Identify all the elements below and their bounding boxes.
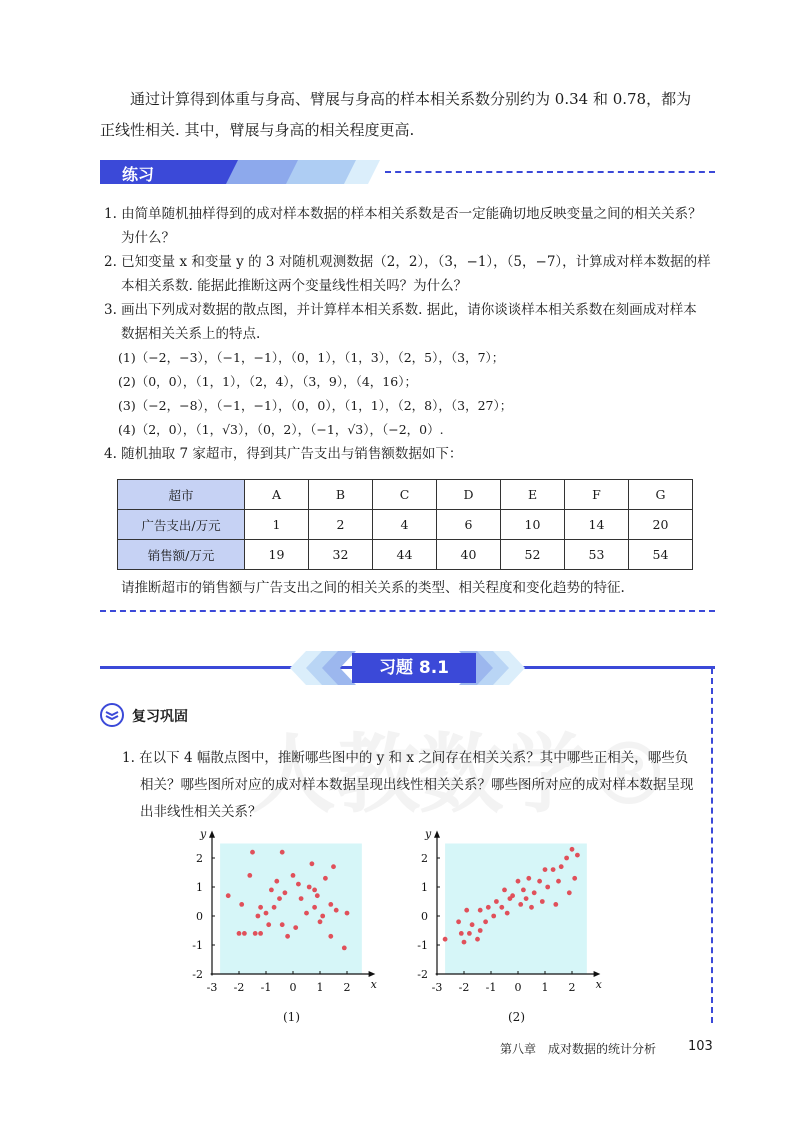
table-cell: 20 xyxy=(629,510,693,540)
data-point xyxy=(483,919,488,924)
data-point xyxy=(304,911,309,916)
data-point xyxy=(464,908,469,913)
review-title: 复习巩固 xyxy=(132,709,188,725)
data-point xyxy=(283,890,288,895)
y-tick-label: -1 xyxy=(192,939,203,952)
data-point xyxy=(478,928,483,933)
table-cell: 2 xyxy=(309,510,373,540)
ad-sales-table xyxy=(117,479,693,570)
data-point xyxy=(537,879,542,884)
data-point xyxy=(226,893,231,898)
data-point xyxy=(529,905,534,910)
y-tick-label: 1 xyxy=(421,881,428,894)
y-axis-label: y xyxy=(425,827,432,841)
data-point xyxy=(556,879,561,884)
data-point xyxy=(524,896,529,901)
x-tick-label: -3 xyxy=(206,981,218,994)
data-point xyxy=(559,864,564,869)
data-point xyxy=(475,937,480,942)
data-point xyxy=(494,899,499,904)
exercise-title: 习题 8.1 xyxy=(378,658,450,678)
data-point xyxy=(264,911,269,916)
exercise-question xyxy=(122,745,712,826)
data-point xyxy=(253,931,258,936)
data-point xyxy=(521,888,526,893)
y-tick-label: -1 xyxy=(417,939,428,952)
data-point xyxy=(258,931,263,936)
data-point xyxy=(334,908,339,913)
x-axis-label: x xyxy=(595,978,602,991)
data-point xyxy=(269,888,274,893)
x-tick-label: 0 xyxy=(289,981,297,994)
y-tick-label: 1 xyxy=(196,881,203,894)
x-tick-label: -3 xyxy=(431,981,443,994)
data-point xyxy=(293,925,298,930)
table-cell: A xyxy=(245,480,309,510)
scatter-plot-1 xyxy=(190,818,385,998)
data-point xyxy=(247,873,252,878)
practice-footer-dash xyxy=(100,610,715,612)
data-point xyxy=(459,931,464,936)
data-point xyxy=(242,931,247,936)
practice-q3-line2: 数据相关关系上的特点. xyxy=(121,326,261,342)
data-point xyxy=(478,908,483,913)
x-axis-arrow xyxy=(594,971,601,977)
practice-q1-line2: 为什么？ xyxy=(121,230,175,246)
data-point xyxy=(266,922,271,927)
table-row-header: 销售额/万元 xyxy=(118,540,245,570)
data-point xyxy=(553,902,558,907)
data-point xyxy=(299,896,304,901)
y-tick-label: 0 xyxy=(421,910,428,923)
data-point xyxy=(291,873,296,878)
x-tick-label: 2 xyxy=(343,981,351,994)
table-row xyxy=(118,540,693,570)
scatter-plot-2 xyxy=(415,818,610,998)
data-point xyxy=(532,890,537,895)
x-tick-label: -1 xyxy=(485,981,497,994)
data-point xyxy=(237,931,242,936)
data-point xyxy=(540,899,545,904)
data-point xyxy=(328,934,333,939)
data-point xyxy=(239,902,244,907)
data-point xyxy=(456,919,461,924)
y-axis-arrow xyxy=(209,830,215,837)
data-point xyxy=(274,879,279,884)
table-cell: 1 xyxy=(245,510,309,540)
plot-caption-1: (1) xyxy=(283,1010,300,1024)
exercise-side-dash xyxy=(711,668,713,1023)
data-point xyxy=(499,905,504,910)
y-tick-label: 2 xyxy=(196,852,203,865)
data-point xyxy=(285,934,290,939)
data-point xyxy=(323,876,328,881)
table-cell: 6 xyxy=(437,510,501,540)
y-tick-label: -2 xyxy=(417,968,428,981)
x-tick-label: -1 xyxy=(260,981,272,994)
practice-header xyxy=(100,160,380,184)
data-point xyxy=(272,905,277,910)
data-point xyxy=(296,882,301,887)
data-point xyxy=(564,856,569,861)
data-point xyxy=(486,905,491,910)
table-row xyxy=(118,510,693,540)
data-point xyxy=(280,922,285,927)
table-cell: 10 xyxy=(501,510,565,540)
data-point xyxy=(491,914,496,919)
footer-chapter: 第八章 成对数据的统计分析 xyxy=(500,1042,657,1056)
data-point xyxy=(258,905,263,910)
data-point xyxy=(310,861,315,866)
plot-area xyxy=(220,844,362,975)
page-number: 103 xyxy=(688,1039,713,1054)
data-point xyxy=(315,893,320,898)
data-point xyxy=(502,888,507,893)
data-point xyxy=(443,937,448,942)
data-point xyxy=(462,940,467,945)
intro-line-2: 正线性相关. 其中，臂展与身高的相关程度更高. xyxy=(100,121,415,139)
practice-header-dash xyxy=(385,171,715,173)
data-point xyxy=(328,902,333,907)
x-tick-label: 1 xyxy=(316,981,324,994)
table-cell: F xyxy=(565,480,629,510)
exercise-header xyxy=(100,645,715,691)
data-point xyxy=(345,911,350,916)
x-tick-label: -2 xyxy=(458,981,470,994)
data-point xyxy=(467,931,472,936)
practice-questions xyxy=(104,202,724,466)
table-cell: D xyxy=(437,480,501,510)
table-cell: 19 xyxy=(245,540,309,570)
x-axis-arrow xyxy=(369,971,376,977)
data-point xyxy=(277,896,282,901)
practice-title: 练习 xyxy=(122,165,155,184)
data-point xyxy=(307,885,312,890)
practice-q3-item: (4)（2，0），（1，√3），（0，2），（−1，√3），（−2，0）. xyxy=(118,422,444,437)
data-point xyxy=(575,853,580,858)
layers-icon xyxy=(100,703,124,727)
practice-q4-line1: 4. 随机抽取 7 家超市，得到其广告支出与销售额数据如下： xyxy=(104,446,463,462)
table-cell: B xyxy=(309,480,373,510)
data-point xyxy=(250,850,255,855)
table-cell: 40 xyxy=(437,540,501,570)
practice-q3-item: (1)（−2，−3），（−1，−1），（0，1），（1，3），（2，5），（3，7）； xyxy=(118,350,505,365)
table-cell: 53 xyxy=(565,540,629,570)
practice-q3-item: (2)（0，0），（1，1），（2，4），（3，9），（4，16）； xyxy=(118,374,417,389)
data-point xyxy=(331,864,336,869)
practice-q4-line2: 请推断超市的销售额与广告支出之间的相关关系的类型、相关程度和变化趋势的特征. xyxy=(121,580,625,596)
y-tick-label: 0 xyxy=(196,910,203,923)
x-axis-label: x xyxy=(370,978,377,991)
table-cell: C xyxy=(373,480,437,510)
data-point xyxy=(510,893,515,898)
table-cell: 4 xyxy=(373,510,437,540)
table-cell: 52 xyxy=(501,540,565,570)
practice-q3-item: (3)（−2，−8），（−1，−1），（0，0），（1，1），（2，8），（3，27）； xyxy=(118,398,513,413)
y-tick-label: 2 xyxy=(421,852,428,865)
data-point xyxy=(342,946,347,951)
data-point xyxy=(551,867,556,872)
practice-q2-line1: 2. 已知变量 x 和变量 y 的 3 对随机观测数据（2，2），（3，−1），（5，−7），计算成对样本数据的样 xyxy=(104,254,711,270)
practice-q3-line1: 3. 画出下列成对数据的散点图，并计算样本相关系数. 据此，请你谈谈样本相关系数在刻画成对样本 xyxy=(104,302,697,318)
x-tick-label: 1 xyxy=(541,981,549,994)
data-point xyxy=(572,876,577,881)
table-cell: G xyxy=(629,480,693,510)
table-cell: 32 xyxy=(309,540,373,570)
data-point xyxy=(320,914,325,919)
data-point xyxy=(567,890,572,895)
data-point xyxy=(545,885,550,890)
y-tick-label: -2 xyxy=(192,968,203,981)
table-cell: 14 xyxy=(565,510,629,540)
data-point xyxy=(312,905,317,910)
data-point xyxy=(256,914,261,919)
table-row-header: 超市 xyxy=(118,480,245,510)
exercise-q1-line2: 相关？哪些图所对应的成对样本数据呈现出线性相关关系？哪些图所对应的成对样本数据呈现 xyxy=(140,777,694,793)
table-cell: E xyxy=(501,480,565,510)
data-point xyxy=(518,902,523,907)
exercise-q1-line1: 1. 在以下 4 幅散点图中，推断哪些图中的 y 和 x 之间存在相关关系？其中哪些正相关，哪些负 xyxy=(122,750,689,766)
data-point xyxy=(526,876,531,881)
table-row-header: 广告支出/万元 xyxy=(118,510,245,540)
data-point xyxy=(312,888,317,893)
y-axis-arrow xyxy=(434,830,440,837)
data-point xyxy=(543,867,548,872)
table-row xyxy=(118,480,693,510)
data-point xyxy=(505,911,510,916)
data-point xyxy=(570,847,575,852)
intro-line-1: 通过计算得到体重与身高、臂展与身高的样本相关系数分别约为 0.34 和 0.78，都为 xyxy=(130,90,692,108)
x-tick-label: 2 xyxy=(568,981,576,994)
intro-paragraph xyxy=(100,84,720,146)
data-point xyxy=(318,919,323,924)
table-cell: 54 xyxy=(629,540,693,570)
y-axis-label: y xyxy=(200,827,207,841)
exercise-q1-line3: 出非线性相关关系？ xyxy=(140,804,262,820)
x-tick-label: 0 xyxy=(514,981,522,994)
practice-q2-line2: 本相关系数. 能据此推断这两个变量线性相关吗？为什么？ xyxy=(121,278,468,294)
data-point xyxy=(516,879,521,884)
x-tick-label: -2 xyxy=(233,981,245,994)
data-point xyxy=(280,850,285,855)
plot-caption-2: (2) xyxy=(508,1010,525,1024)
practice-q1-line1: 1. 由简单随机抽样得到的成对样本数据的样本相关系数是否一定能确切地反映变量之间的相关关系？ xyxy=(104,206,702,222)
table-cell: 44 xyxy=(373,540,437,570)
data-point xyxy=(470,922,475,927)
